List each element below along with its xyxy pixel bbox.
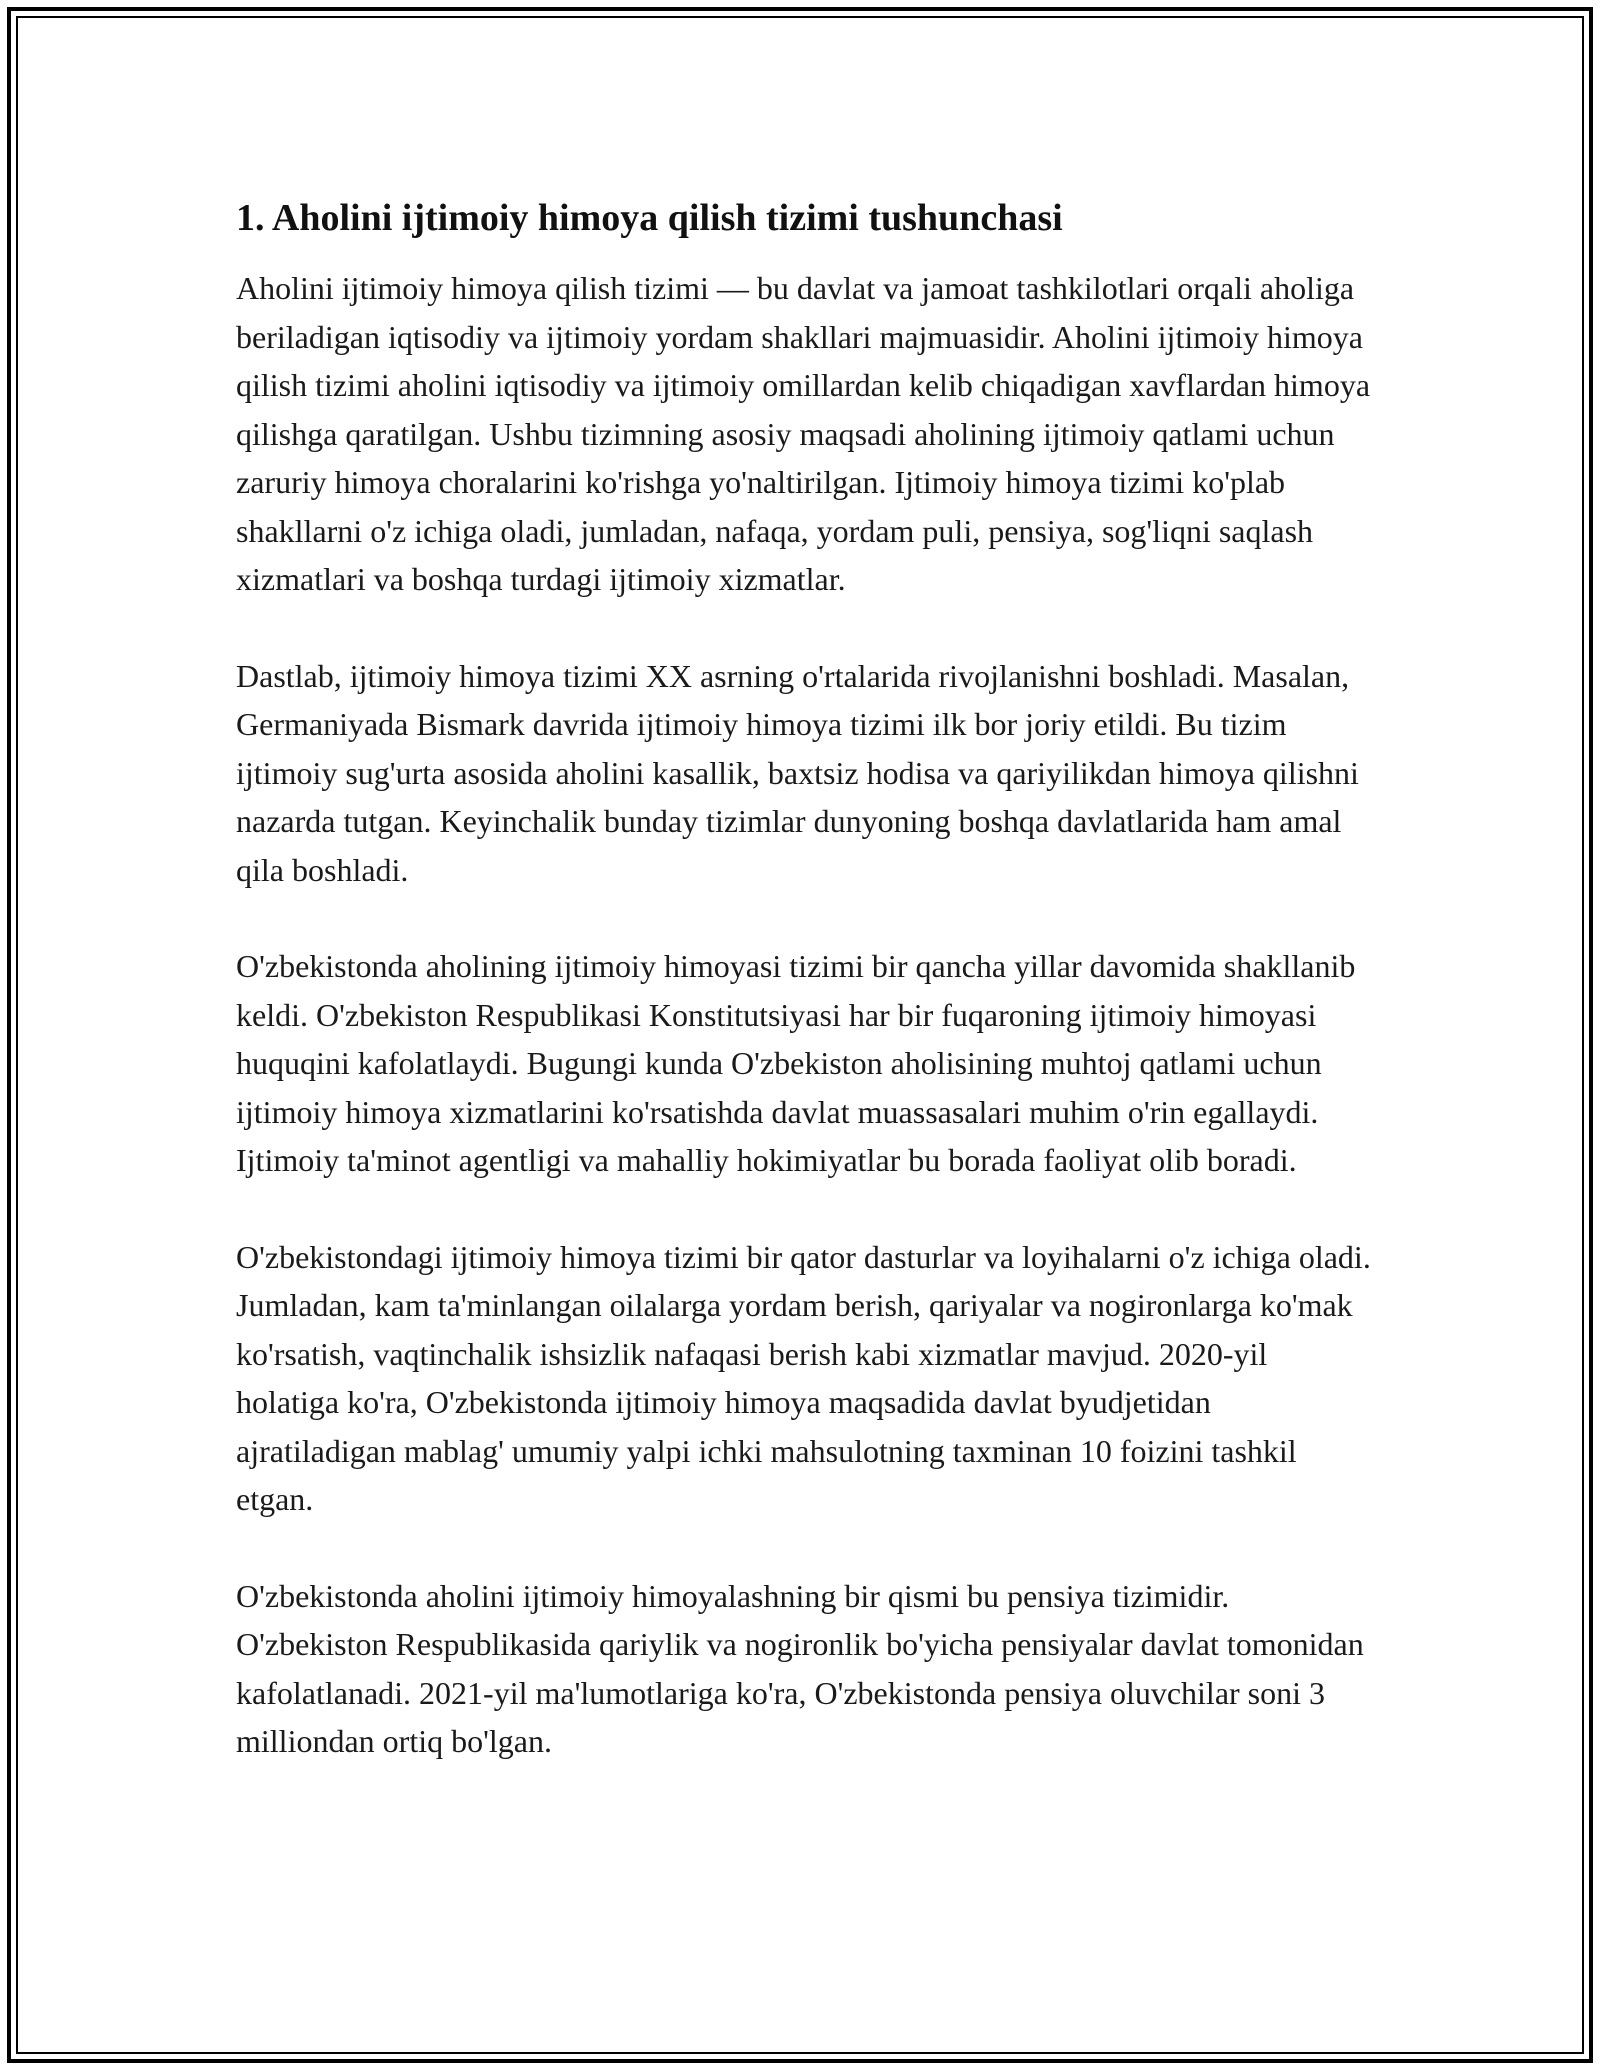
paragraph-programs: O'zbekistondagi ijtimoiy himoya tizimi bir qator dasturlar va loyihalarni o'z ichiga oladi. Jumladan, kam ta'minlangan oilalarga yordam berish, qariyalar va nogironlarga ko'mak ko'rsatish, vaqtinchalik ishsizlik nafaqasi berish kabi xizmatlar mavjud. 2020-yil holatiga ko'ra, O'zbekistonda ijtimoiy himoya maqsadida davlat byudjetidan ajratiladigan mablag' umumiy yalpi ichki mahsulotning taxminan 10 foizini tashkil etgan. (236, 1238, 1371, 1517)
section-title: 1. Aholini ijtimoiy himoya qilish tizimi tushunchasi (236, 197, 1063, 239)
paragraph-history: Dastlab, ijtimoiy himoya tizimi XX asrning o'rtalarida rivojlanishni boshladi. Masalan, Germaniyada Bismark davrida ijtimoiy himoya tizimi ilk bor joriy etildi. Bu tizim ijtimoiy sug'urta asosida aholini kasallik, baxtsiz hodisa va qariyilikdan himoya qilishni nazarda tutgan. Keyinchalik bunday tizimlar dunyoning boshqa davlatlarida ham amal qila boshladi. (236, 657, 1359, 888)
paragraph-uzbekistan-system: O'zbekistonda aholining ijtimoiy himoyasi tizimi bir qancha yillar davomida shakllanib keldi. O'zbekiston Respublikasi Konstitutsiyasi har bir fuqaroning ijtimoiy himoyasi huquqini kafolatlaydi. Bugungi kunda O'zbekiston aholisining muhtoj qatlami uchun ijtimoiy himoya xizmatlarini ko'rsatishda davlat muassasalari muhim o'rin egallaydi. Ijtimoiy ta'minot agentligi va mahalliy hokimiyatlar bu borada faoliyat olib boradi. (236, 948, 1356, 1178)
document-body (236, 180, 1376, 1814)
paragraph-definition: Aholini ijtimoiy himoya qilish tizimi — bu davlat va jamoat tashkilotlari orqali aholiga beriladigan iqtisodiy va ijtimoiy yordam shakllari majmuasidir. Aholini ijtimoiy himoya qilish tizimi aholini iqtisodiy va ijtimoiy omillardan kelib chiqadigan xavflardan himoya qilishga qaratilgan. Ushbu tizimning asosiy maqsadi aholining ijtimoiy qatlami uchun zaruriy himoya choralarini ko'rishga yo'naltirilgan. Ijtimoiy himoya tizimi ko'plab shakllarni o'z ichiga oladi, jumladan, nafaqa, yordam puli, pensiya, sog'liqni saqlash xizmatlari va boshqa turdagi ijtimoiy xizmatlar. (236, 270, 1371, 597)
paragraph-pension: O'zbekistonda aholini ijtimoiy himoyalashning bir qismi bu pensiya tizimidir. O'zbekiston Respublikasida qariylik va nogironlik bo'yicha pensiyalar davlat tomonidan kafolatlanadi. 2021-yil ma'lumotlariga ko'ra, O'zbekistonda pensiya oluvchilar soni 3 milliondan ortiq bo'lgan. (236, 1577, 1364, 1759)
